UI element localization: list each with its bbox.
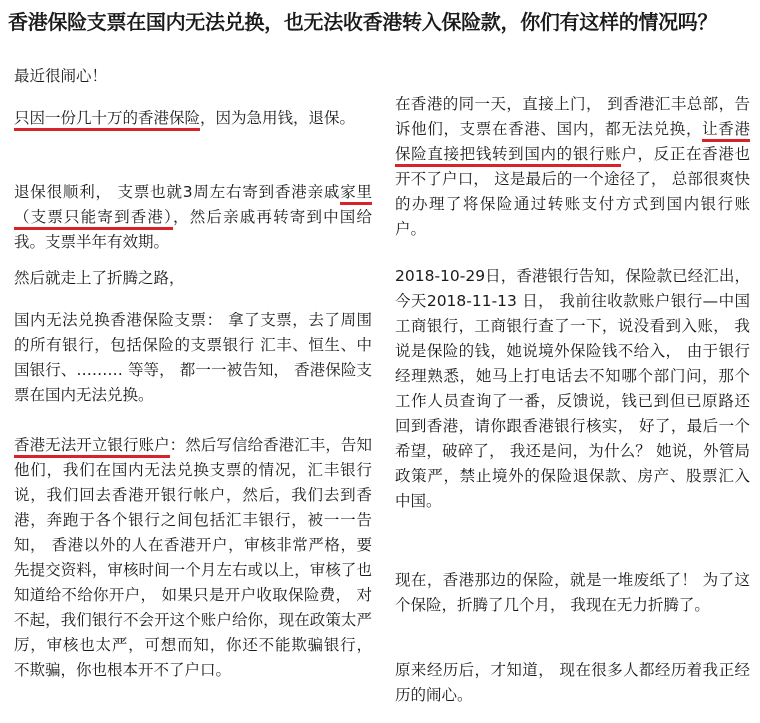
highlight-cheque-hk-only: 家里（支票只能寄到香港） [14,183,372,230]
paragraph-cheque-a: 退保很顺利， 支票也就3周左右寄到香港亲戚 [14,183,341,201]
paragraph-hsbc-b: 户，反正在香港也开不了户口， 这是最后的一个途径了， 总部很爽快的办理了将保险通过转账支付方式到国内银行账户。 [395,145,750,238]
paragraph-trouble-start: 然后就走上了折腾之路， [14,269,185,287]
paragraph-surrender-rest: ，因为急用钱，退保。 [200,109,356,127]
paragraph-cheque-mailed [14,180,372,255]
paragraph-no-hk-account [14,433,372,683]
paragraph-no-hk-account-rest: ：然后写信给香港汇丰，告知他们，我们在国内无法兑换支票的情况，汇丰银行说，我们回去香港开银行帐户，然后，我们去到香港，奔跑于各个银行之间包括汇丰银行，被一一告知， 香港以外的人在香港开户，审核非常严格，要先提交资料，审核时间一个月左右或以上，审核了也知道给不给你开户， 如果只是开户收取保险费， 对不起，我们银行不会开这个账户给你，现在政策太严厉，审核也太严，可想而知，你还不能欺骗银行， 不欺骗，你也根本开不了户口。 [14,436,372,679]
paragraph-hsbc-transfer [395,92,750,242]
paragraph-cheque-b: ，然后亲戚再转寄到中国给我。支票半年有效期。 [14,208,372,251]
paragraph-conclusion: 原来经历后，才知道， 现在很多人都经历着我正经历的闹心。 [395,661,750,704]
post-title: 香港保险支票在国内无法兑换，也无法收香港转入保险款，你们有这样的情况吗？ [8,10,718,34]
paragraph-waste-paper: 现在，香港那边的保险，就是一堆废纸了！ 为了这个保险，折腾了几个月， 我现在无力折腾了。 [395,571,750,614]
paragraph-icbc-rejected: 2018-10-29日，香港银行告知，保险款已经汇出， 今天2018-11-13 日， 我前往收款账户银行—中国工商银行，工商银行查了一下，说没看到入账， 我说是保险的钱，她说境外保险钱不给入， 由于银行经理熟悉，她马上打电话去不知哪个部门问，那个工作人员查询了一番，反馈说，钱已到但已原路还回到香港，请你跟香港银行核实， 好了，最后一个希望，破碎了， 我还是问，为什么？ 她说，外管局政策严，禁止境外的保险退保款、房产、股票汇入中国。 [395,267,750,510]
highlight-no-hk-account: 香港无法开立银行账户 [14,436,170,458]
paragraph-cheque-not-cashable: 国内无法兑换香港保险支票： 拿了支票，去了周围的所有银行，包括保险的支票银行 汇丰、恒生、中国银行、……… 等等， 都一一被告知， 香港保险支票在国内无法兑换。 [14,311,372,404]
highlight-hk-policy: 只因一份几十万的香港保险 [14,109,200,131]
paragraph-hsbc-a: 在香港的同一天，直接上门， 到香港汇丰总部，告诉他们，支票在香港、国内，都无法兑换， [395,95,750,138]
paragraph-intro: 最近很闹心！ [14,67,108,85]
highlight-transfer-domestic: 让香港保险直接把钱转到国内的银行账 [395,120,750,167]
paragraph-surrender [14,106,372,131]
